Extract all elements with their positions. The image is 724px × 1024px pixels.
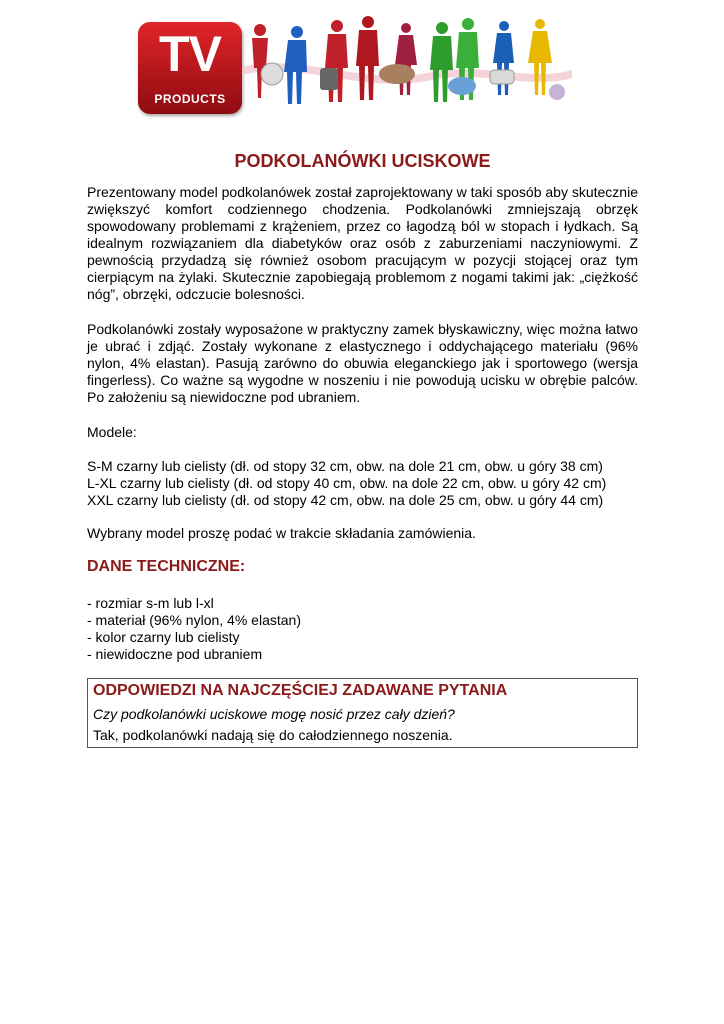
document-body: [87, 150, 638, 748]
model-item-xxl: XXL czarny lub cielisty (dł. od stopy 42 cm, obw. na dole 25 cm, obw. u góry 44 cm): [87, 492, 604, 508]
tv-products-logo: [138, 22, 242, 114]
logo-main-text: TV: [159, 26, 221, 82]
model-item-s-m: S-M czarny lub cielisty (dł. od stopy 32 cm, obw. na dole 21 cm, obw. u góry 38 cm): [87, 458, 603, 474]
page-title: PODKOLANÓWKI UCISKOWE: [234, 151, 491, 171]
header-banner: [132, 12, 572, 112]
faq-box: [87, 678, 638, 748]
models-list: [87, 458, 638, 509]
model-item-l-xl: L-XL czarny lub cielisty (dł. od stopy 40 cm, obw. na dole 22 cm, obw. u góry 42 cm): [87, 475, 607, 491]
models-label: Modele:: [87, 424, 137, 440]
spec-item: - rozmiar s-m lub l-xl: [87, 595, 214, 611]
tech-specs-list: [87, 595, 638, 663]
order-note: Wybrany model proszę podać w trakcie składania zamówienia.: [87, 525, 476, 541]
spec-item: - kolor czarny lub cielisty: [87, 629, 240, 645]
description-paragraph-2: Podkolanówki zostały wyposażone w praktyczny zamek błyskawiczny, więc można łatwo je ubrać i zdjąć. Zostały wykonane z elastycznego i oddychającego materiału (96% nylon, 4% elastan). Pasują zarówno do obuwia eleganckiego jak i sportowego (wersja fingerless). Co ważne są wygodne w noszeniu i nie powodują ucisku w obrębie palców. Po założeniu są niewidoczne pod ubraniem.: [87, 321, 638, 405]
spec-item: - niewidoczne pod ubraniem: [87, 646, 263, 662]
faq-question: Czy podkolanówki uciskowe mogę nosić przez cały dzień?: [93, 706, 455, 722]
faq-answer: Tak, podkolanówki nadają się do całodziennego noszenia.: [93, 727, 453, 743]
description-paragraph-1: Prezentowany model podkolanówek został zaprojektowany w taki sposób aby skutecznie zwiększyć komfort codziennego chodzenia. Podkolanówki zmniejszają obrzęk spowodowany problemami z krążeniem, przez co łagodzą ból w stopach i łydkach. Są idealnym rozwiązaniem dla diabetyków oraz osób z zaburzeniami naczyniowymi. Z pewnością przydadzą się również osobom pracującym w pozycji stojącej oraz tym cierpiącym na żylaki. Skutecznie zapobiegają problemom z nogami takimi jak: „ciężkość nóg”, obrzęki, odczucie bolesności.: [87, 184, 638, 302]
logo-sub-text: PRODUCTS: [154, 92, 226, 106]
faq-heading: ODPOWIEDZI NA NAJCZĘŚCIEJ ZADAWANE PYTANIA: [93, 682, 508, 699]
tech-specs-heading: DANE TECHNICZNE:: [87, 558, 246, 575]
spec-item: - materiał (96% nylon, 4% elastan): [87, 612, 301, 628]
people-silhouettes-illustration: [242, 12, 572, 112]
